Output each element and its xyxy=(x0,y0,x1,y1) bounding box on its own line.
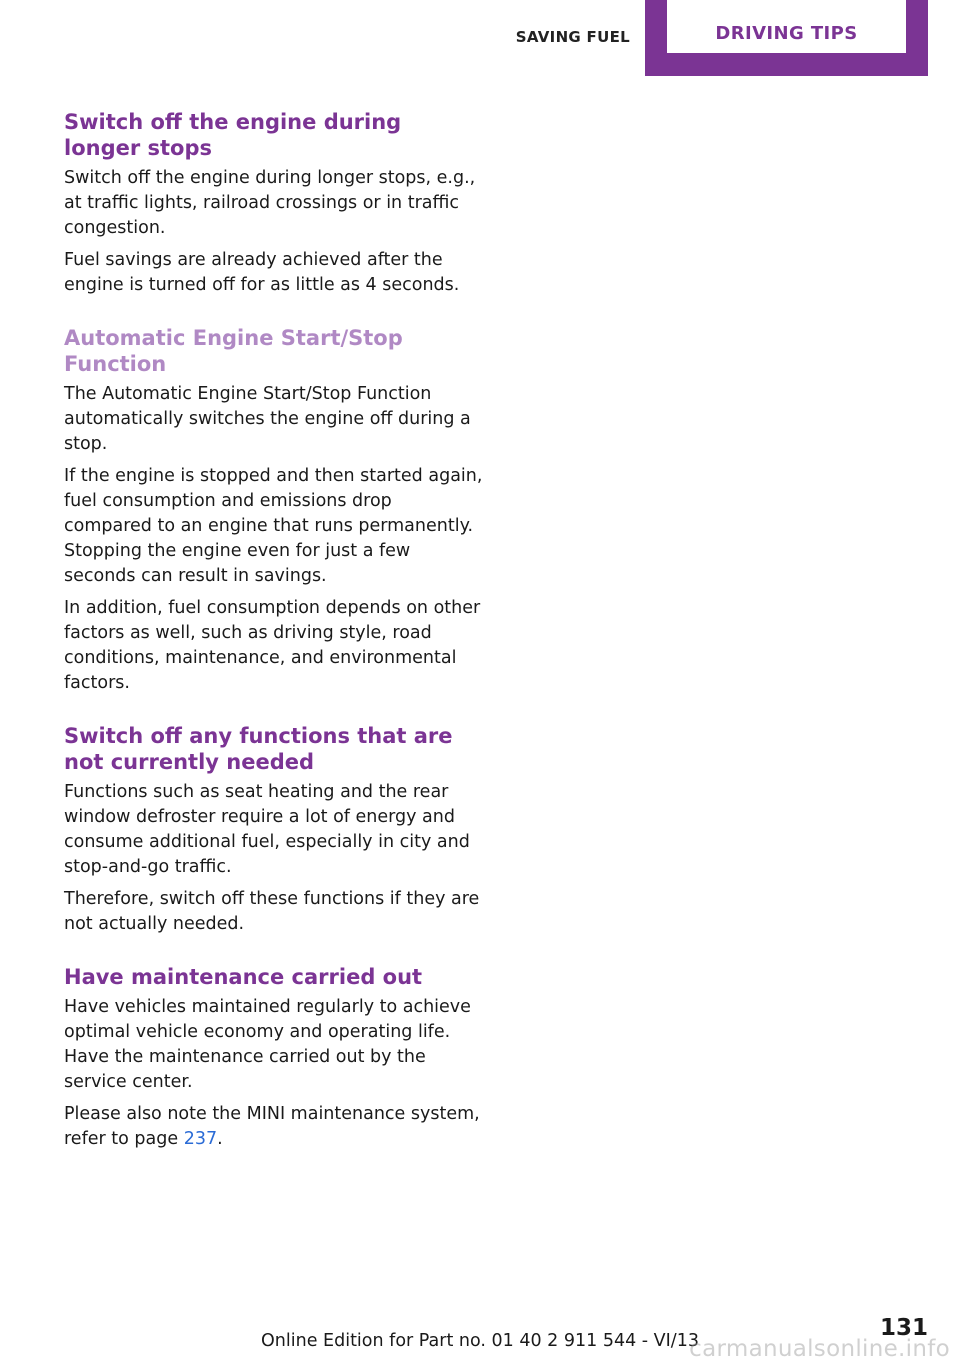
paragraph-text: Please also note the MINI maintenance system, refer to page xyxy=(64,1104,480,1149)
chapter-tab xyxy=(645,0,928,76)
section-functions-off xyxy=(64,723,484,937)
main-content xyxy=(64,109,484,1179)
paragraph: Have vehicles maintained regularly to achieve optimal vehicle economy and operating life. Have the maintenance carried out by the service center. xyxy=(64,997,471,1092)
chapter-title: DRIVING TIPS xyxy=(715,23,858,44)
paragraph-with-link xyxy=(64,1102,484,1152)
paragraph: Functions such as seat heating and the rear window defroster require a lot of energy and consume additional fuel, especially in city and stop-and-go traffic. xyxy=(64,782,470,877)
paragraph: Therefore, switch off these functions if they are not actually needed. xyxy=(64,889,480,934)
paragraph: In addition, fuel consumption depends on other factors as well, such as driving style, road conditions, maintenance, and environmental factors. xyxy=(64,598,481,693)
section-maintenance xyxy=(64,964,484,1152)
watermark: carmanualsonline.info xyxy=(689,1336,950,1362)
footer-edition: Online Edition for Part no. 01 40 2 911 544 - VI/13 xyxy=(261,1331,699,1351)
section-engine-off xyxy=(64,109,484,298)
paragraph: If the engine is stopped and then started again, fuel consumption and emissions drop compared to an engine that runs permanently. Stopping the engine even for just a few seconds can result in savings. xyxy=(64,466,483,586)
section-heading: Switch off any functions that are not currently needed xyxy=(64,724,453,774)
chapter-tab-inner xyxy=(667,0,906,53)
paragraph: Fuel savings are already achieved after the engine is turned off for as little as 4 seconds. xyxy=(64,250,460,295)
section-heading: Automatic Engine Start/Stop Function xyxy=(64,326,403,376)
paragraph: Switch off the engine during longer stops, e.g., at traffic lights, railroad crossings or in traffic congestion. xyxy=(64,168,476,238)
paragraph: The Automatic Engine Start/Stop Function automatically switches the engine off during a stop. xyxy=(64,384,471,454)
section-auto-start-stop xyxy=(64,325,484,696)
page-number: 131 xyxy=(879,1315,928,1341)
section-heading: Have maintenance carried out xyxy=(64,965,423,989)
page-reference-link[interactable]: 237 xyxy=(183,1129,218,1149)
paragraph-end: . xyxy=(217,1129,223,1149)
header-section-title: SAVING FUEL xyxy=(515,28,630,46)
section-heading: Switch off the engine during longer stops xyxy=(64,110,402,160)
